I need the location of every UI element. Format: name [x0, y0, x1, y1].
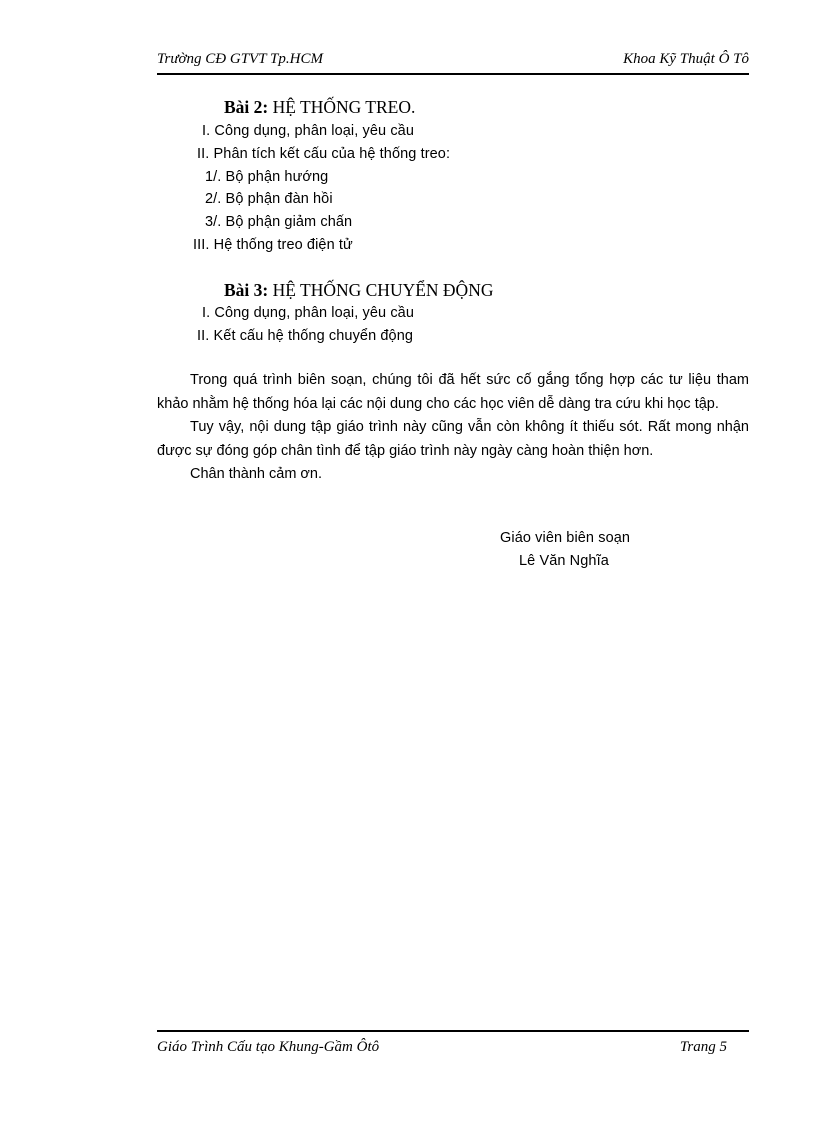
- lesson-2-item: II. Phân tích kết cấu của hệ thống treo:: [197, 146, 451, 162]
- lesson-2-item: 1/. Bộ phận hướng: [205, 169, 329, 185]
- header-school: Trường CĐ GTVT Tp.HCM: [157, 51, 323, 67]
- lesson-2-item: 3/. Bộ phận giảm chấn: [205, 214, 353, 230]
- page-footer: [157, 1030, 749, 1062]
- lesson-2-item: I. Công dụng, phân loại, yêu cầu: [202, 123, 414, 139]
- page-header: [157, 51, 749, 75]
- paragraph-shortcomings: Tuy vậy, nội dung tập giáo trình này cũng vẫn còn không ít thiếu sót. Rất mong nhận được sự đóng góp chân tình để tập giáo trình này ngày càng hoàn thiện hơn.: [157, 419, 749, 459]
- paragraph-compilation: Trong quá trình biên soạn, chúng tôi đã hết sức cố gắng tổng hợp các tư liệu tham khảo nhằm hệ thống hóa lại các nội dung cho các học viên dễ dàng tra cứu khi học tập.: [157, 372, 749, 412]
- lesson-3-label: Bài 3:: [224, 280, 269, 300]
- header-department: Khoa Kỹ Thuật Ô Tô: [623, 51, 749, 67]
- footer-book-title: Giáo Trình Cấu tạo Khung-Gầm Ôtô: [157, 1039, 380, 1055]
- lesson-3-heading: [224, 280, 493, 301]
- lesson-3-item: II. Kết cấu hệ thống chuyển động: [197, 328, 414, 344]
- lesson-2-item: 2/. Bộ phận đàn hồi: [205, 191, 333, 207]
- footer-page-number: Trang 5: [679, 1039, 727, 1055]
- signature-name: Lê Văn Nghĩa: [519, 553, 609, 569]
- lesson-3-item: I. Công dụng, phân loại, yêu cầu: [202, 305, 414, 321]
- signature-role: Giáo viên biên soạn: [500, 530, 631, 546]
- lesson-2-heading: [224, 97, 415, 118]
- lesson-3-title: HỆ THỐNG CHUYỂN ĐỘNG: [272, 280, 494, 300]
- lesson-2-label: Bài 2:: [224, 97, 269, 117]
- lesson-2-item: III. Hệ thống treo điện tử: [193, 237, 353, 253]
- lesson-2-title: HỆ THỐNG TREO.: [272, 97, 416, 117]
- paragraph-thanks: Chân thành cảm ơn.: [190, 466, 323, 482]
- closing-text: [157, 369, 749, 487]
